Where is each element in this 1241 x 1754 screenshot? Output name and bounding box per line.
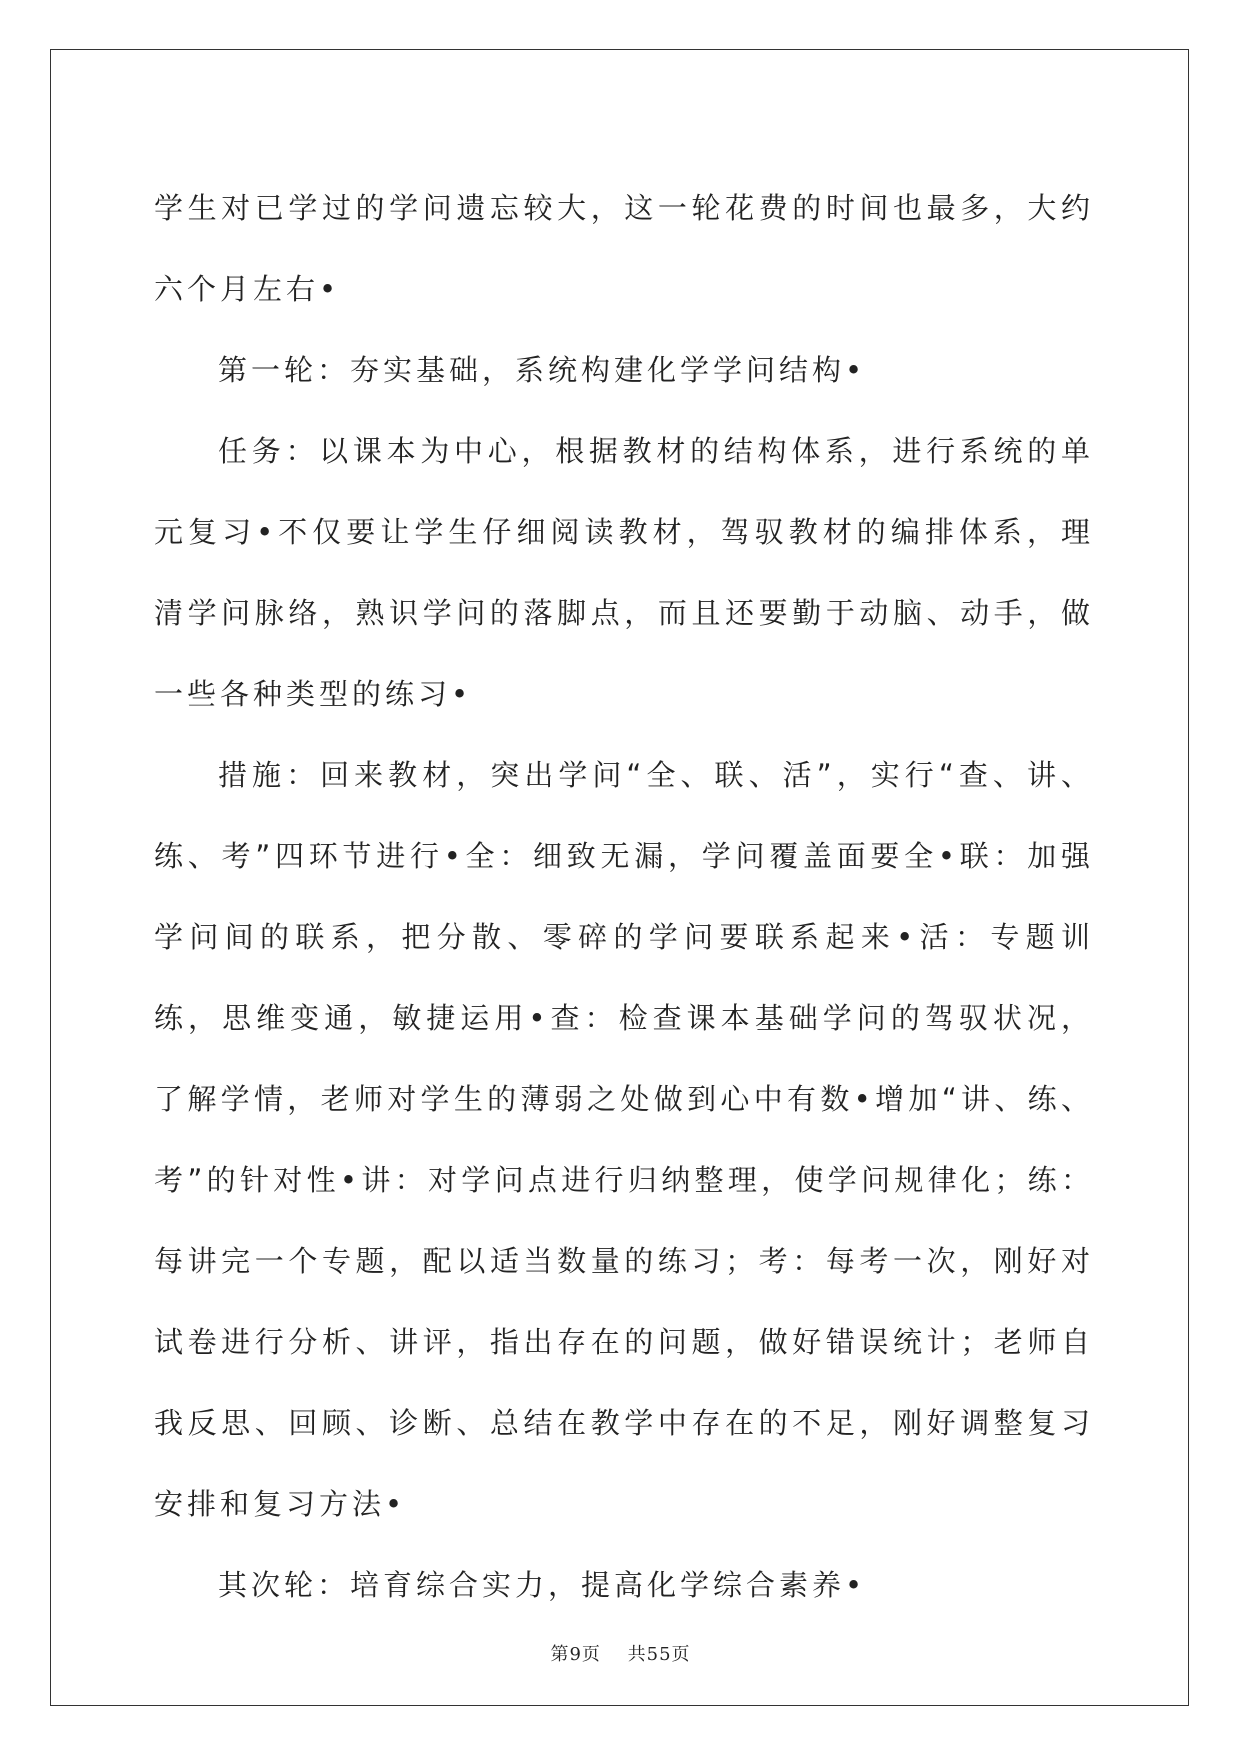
document-body (154, 168, 1094, 1626)
page-footer (0, 1640, 1241, 1666)
paragraph-measures: 措施：回来教材，突出学问“全、联、活”，实行“查、讲、练、考”四环节进行•全：细致无漏，学问覆盖面要全•联：加强学问间的联系，把分散、零碎的学问要联系起来•活：专题训练，思维变通，敏捷运用•查：检查课本基础学问的驾驭状况，了解学情，老师对学生的薄弱之处做到心中有数•增加“讲、练、考”的针对性•讲：对学问点进行归纳整理，使学问规律化；练：每讲完一个专题，配以适当数量的练习；考：每考一次，刚好对试卷进行分析、讲评，指出存在的问题，做好错误统计；老师自我反思、回顾、诊断、总结在教学中存在的不足，刚好调整复习安排和复习方法• (154, 758, 1094, 1521)
page-total: 共55页 (627, 1644, 691, 1665)
paragraph-round-one-heading: 第一轮：夯实基础，系统构建化学学问结构• (218, 353, 867, 387)
paragraph-round-two-heading: 其次轮：培育综合实力，提高化学综合素养• (218, 1568, 867, 1602)
paragraph-task: 任务：以课本为中心，根据教材的结构体系，进行系统的单元复习•不仅要让学生仔细阅读教材，驾驭教材的编排体系，理清学问脉络，熟识学问的落脚点，而且还要勤于动脑、动手，做一些各种类型的练习• (154, 434, 1094, 711)
page-number: 第9页 (550, 1644, 601, 1665)
paragraph-continuation: 学生对已学过的学问遗忘较大，这一轮花费的时间也最多，大约六个月左右• (154, 191, 1094, 306)
